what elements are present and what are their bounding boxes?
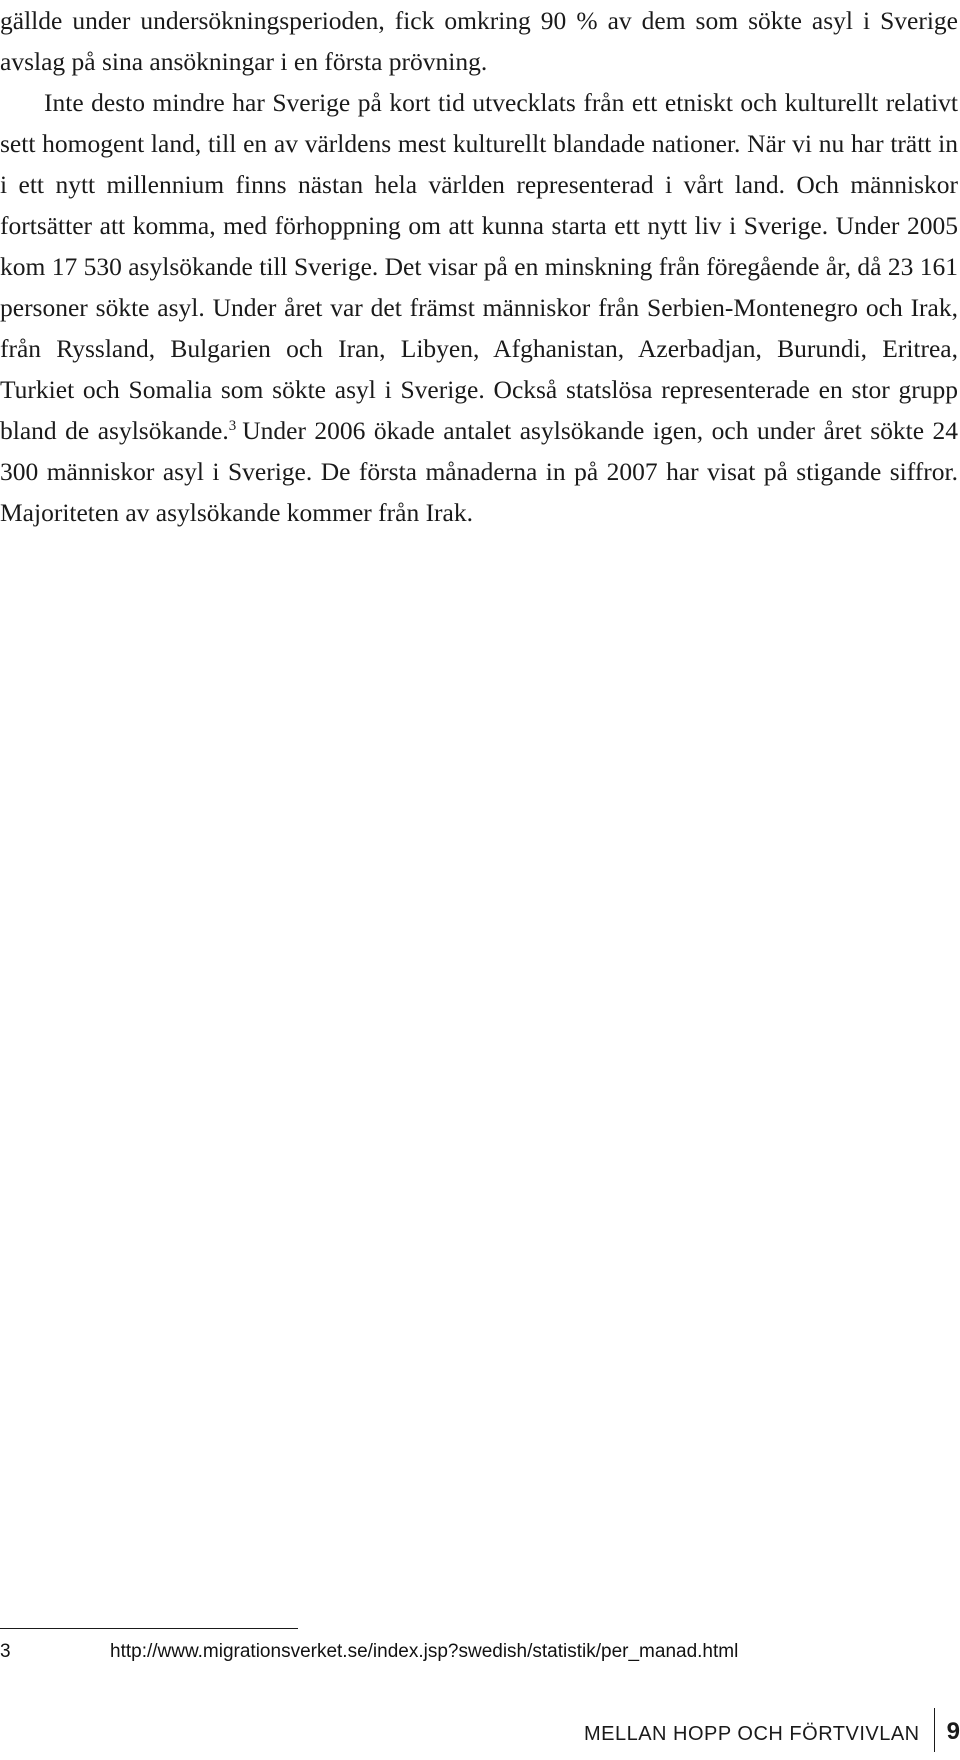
footnote-number: 3: [0, 1641, 11, 1662]
running-footer: [584, 1708, 960, 1752]
paragraph-2-text: Inte desto mindre har Sverige på kort tid utvecklats från ett etniskt och kulturellt relativt sett homogent land, till en av världens mest kulturellt blandade nationer. När vi nu har trätt in i ett nytt millennium finns nästan hela världen representerad i vårt land. Och människor fortsätter att komma, med förhoppning om att kunna starta ett nytt liv i Sverige. Under 2005 kom 17 530 asylsökande till Sverige. Det visar på en minskning från föregående år, då 23 161 personer sökte asyl. Under året var det främst människor från Serbien-Montenegro och Irak, från Ryssland, Bulgarien och Iran, Libyen, Afghanistan, Azerbadjan, Burundi, Eritrea, Turkiet och Somalia som sökte asyl i Sverige. Också statslösa representerade en stor grupp bland de asylsökande.: [0, 88, 958, 445]
footer-title: MELLAN HOPP OCH FÖRTVIVLAN: [583, 1722, 920, 1745]
body-text: [0, 0, 958, 533]
footnote-url[interactable]: http://www.migrationsverket.se/index.jsp?swedish/statistik/per_manad.html: [110, 1641, 739, 1662]
footer-divider: [934, 1708, 935, 1752]
paragraph-2-tail: Under 2006 ökade antalet asylsökande igen, och under året sökte 24 300 människor asyl i Sverige. De första månaderna in på 2007 har visat på stigande siffror. Majoriteten av asylsökande kommer från Irak.: [0, 416, 959, 527]
page-number: 9: [946, 1718, 960, 1745]
footnote-separator: [0, 1628, 298, 1629]
footnote-reference[interactable]: 3: [228, 417, 237, 434]
paragraph-1: gällde under undersökningsperioden, fick omkring 90 % av dem som sökte asyl i Sverige avslag på sina ansökningar i en första prövning.: [0, 6, 958, 76]
paragraph-2: [0, 82, 958, 533]
footnote: [0, 1638, 900, 1666]
